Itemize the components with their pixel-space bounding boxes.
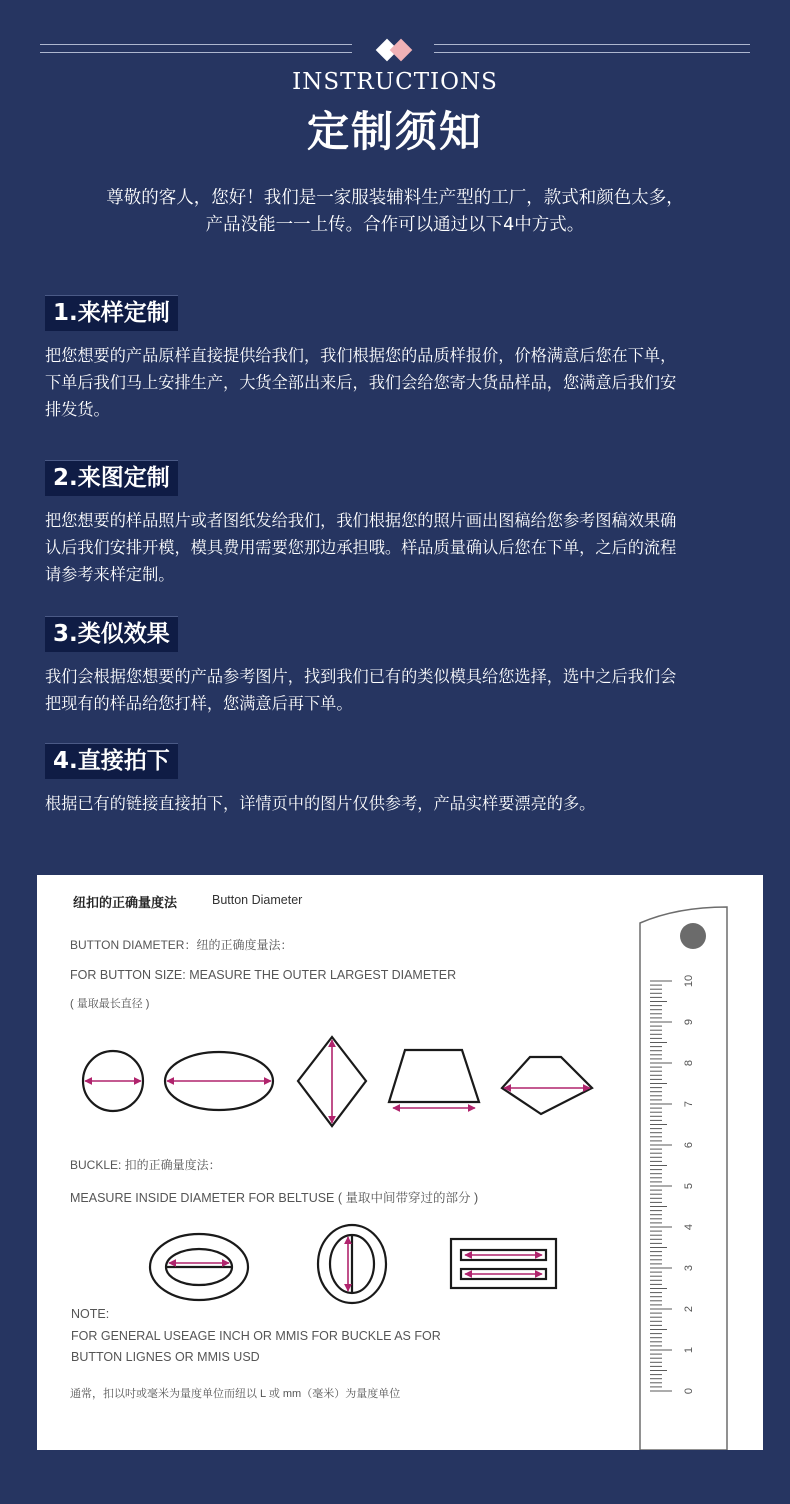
ruler-number: 10: [682, 974, 695, 988]
intro-line-1: 尊敬的客人，您好！我们是一家服装辅料生产型的工厂，款式和颜色太多，: [106, 188, 684, 208]
button-size-text: FOR BUTTON SIZE: MEASURE THE OUTER LARGEST DIAMETER: [70, 968, 457, 982]
section-4-line: 根据已有的链接直接拍下，详情页中的图片仅供参考，产品实样要漂亮的多。: [45, 794, 596, 813]
section-3-body: [45, 663, 757, 717]
header-rule-right: [434, 44, 750, 53]
ruler-number: 1: [682, 1346, 695, 1354]
ruler-number: 8: [682, 1059, 695, 1067]
section-4-heading: 4.直接拍下: [45, 743, 178, 779]
card-title-en: Button Diameter: [212, 893, 303, 907]
button-size-note: ( 量取最长直径 ): [70, 998, 150, 1010]
title-english: INSTRUCTIONS: [292, 69, 498, 95]
pentagon-button-shape: [502, 1057, 592, 1114]
card-title-cn: 纽扣的正确量度法: [73, 895, 178, 910]
ruler-number: 6: [682, 1141, 695, 1149]
pink-diamond-icon: [390, 39, 413, 62]
ruler-number: 7: [682, 1100, 695, 1108]
ruler-number: 4: [682, 1223, 695, 1231]
section-2-line: 认后我们安排开模，模具费用需要您那边承担哦。样品质量确认后您在下单，之后的流程: [45, 538, 677, 557]
ruler-number: 0: [682, 1387, 695, 1395]
section-1-line: 下单后我们马上安排生产，大货全部出来后，我们会给您寄大货品样品，您满意后我们安: [45, 373, 677, 392]
ruler-shape: [640, 907, 727, 1450]
buckle-measure-text: MEASURE INSIDE DIAMETER FOR BELTUSE ( 量取中间带穿过的部分 ): [70, 1191, 479, 1205]
section-1-line: 把您想要的产品原样直接提供给我们，我们根据您的品质样报价，价格满意后您在下单，: [45, 346, 677, 365]
buckle-text: BUCKLE: 扣的正确量度法：: [70, 1158, 221, 1172]
rectangle-buckle-shape: [451, 1239, 556, 1288]
section-1-heading: 1.来样定制: [45, 295, 178, 331]
section-2-line: 把您想要的样品照片或者图纸发给我们，我们根据您的照片画出图稿给您参考图稿效果确: [45, 511, 677, 530]
section-2-heading: 2.来图定制: [45, 460, 178, 496]
trapezoid-button-shape: [389, 1050, 479, 1102]
ruler-number: 2: [682, 1305, 695, 1313]
note-line-2: BUTTON LIGNES OR MMIS USD: [71, 1350, 260, 1364]
section-1-line: 排发货。: [45, 400, 110, 419]
measurement-card: [37, 875, 763, 1450]
ruler-hole-icon: [680, 923, 706, 949]
section-1-body: [45, 342, 757, 423]
section-2-body: [45, 507, 757, 588]
section-3-line: 把现有的样品给您打样，您满意后再下单。: [45, 694, 353, 713]
header-rule-left: [40, 44, 352, 53]
section-4-body: [45, 790, 757, 817]
intro-line-2: 产品没能一一上传。合作可以通过以下4中方式。: [205, 215, 585, 235]
section-3-heading: 3.类似效果: [45, 616, 178, 652]
section-3-line: 我们会根据您想要的产品参考图片，找到我们已有的类似模具给您选择，选中之后我们会: [45, 667, 677, 686]
ruler-number: 5: [682, 1182, 695, 1190]
ruler-number: 9: [682, 1018, 695, 1026]
note-label: NOTE:: [71, 1307, 110, 1321]
title-chinese: 定制须知: [306, 107, 483, 156]
note-line-1: FOR GENERAL USEAGE INCH OR MMIS FOR BUCKLE AS FOR: [71, 1329, 441, 1343]
section-2-line: 请参考来样定制。: [45, 565, 175, 584]
button-diameter-text: BUTTON DIAMETER：纽的正确度量法：: [70, 938, 293, 952]
ruler-number: 3: [682, 1264, 695, 1272]
card-footer-text: 通常，扣以吋或毫米为量度单位而纽以 L 或 mm（毫米）为量度单位: [70, 1388, 401, 1400]
